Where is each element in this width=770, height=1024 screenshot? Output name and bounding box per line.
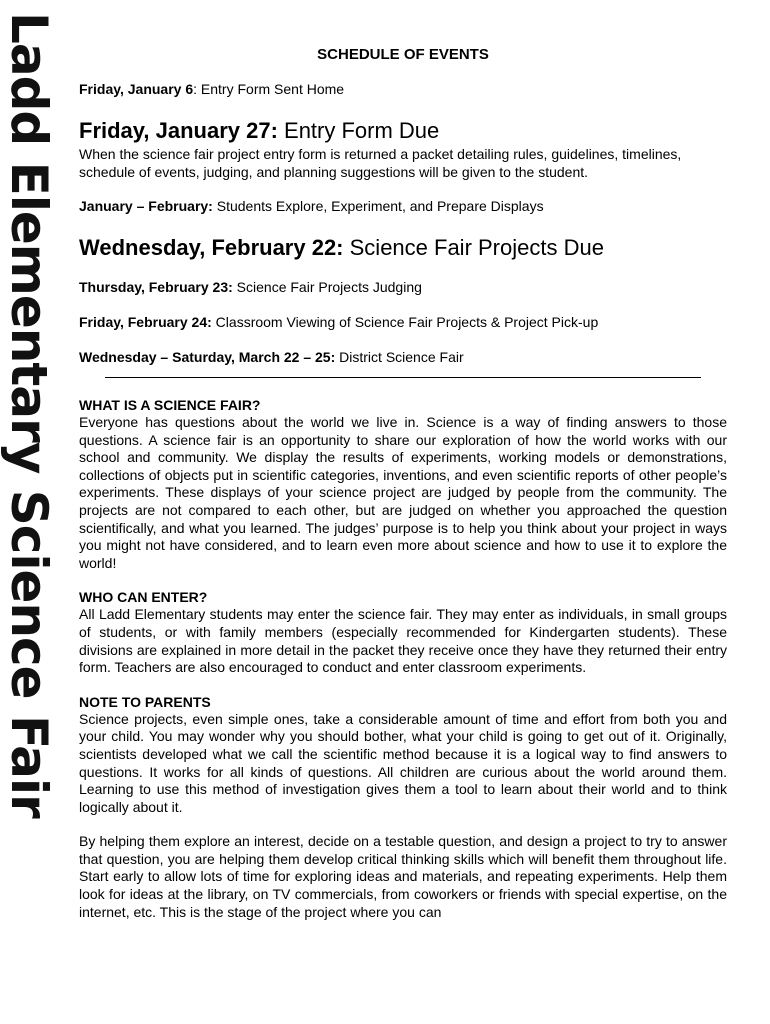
event-date: Friday, January 27: [79, 118, 278, 143]
section-body: All Ladd Elementary students may enter the science fair. They may enter as individuals, in small groups of students, or with family members (especially recommended for Kindergarten students). These divisions are explained in more detail in the packet they receive once they have they returned their entry form. Teachers are also encouraged to conduct and enter classroom experiments. [79, 606, 727, 676]
event-text: Entry Form Sent Home [197, 81, 345, 97]
event-date: Wednesday, February 22: [79, 235, 344, 260]
event-description: When the science fair project entry form is returned a packet detailing rules, guidelines, timelines, schedule of events, judging, and planning suggestions will be given to the student. [79, 146, 682, 180]
event-date: Friday, February 24: [79, 314, 212, 330]
event-date: January – February: [79, 198, 213, 214]
event-text: Entry Form Due [277, 118, 440, 143]
event-text: Students Explore, Experiment, and Prepare Displays [212, 198, 544, 214]
section-heading: WHAT IS A SCIENCE FAIR? [79, 397, 261, 413]
event-date: Thursday, February 23: [79, 279, 233, 295]
event-text: District Science Fair [335, 349, 464, 365]
section-body: Everyone has questions about the world we live in. Science is a way of finding answers to those questions. A science fair is an opportunity to share our exploration of how the world works with our school and community. We display the results of experiments, working models or demonstrations, collections of objects put in scientific categories, inventions, and even scientific reports of other people’s experiments. These displays of your science project are judged by people from the community. The projects are not compared to each other, but are judged on whether you approached the question scientifically, and what you learned. The judges’ purpose is to help you think about your project in ways you might not have considered, and to learn even more about science and how to use it to explore the world! [79, 414, 727, 571]
event-item [79, 198, 727, 215]
section-body-continued: By helping them explore an interest, decide on a testable question, and design a project to try to answer that question, you are helping them develop critical thinking skills which will benefit them throughout life. Start early to allow lots of time for exploring ideas and materials, and repeating experiments. Help them look for ideas at the library, on TV commercials, from coworkers or friends with special expertise, on the internet, etc. This is the stage of the project where you can [79, 833, 727, 920]
event-item-major [79, 235, 727, 261]
event-item [79, 314, 727, 331]
page-title: SCHEDULE OF EVENTS [317, 46, 489, 63]
side-banner [0, 0, 70, 1024]
document-body [79, 46, 727, 921]
event-date: Wednesday – Saturday, March 22 – 25: [79, 349, 336, 365]
event-item [79, 349, 727, 366]
event-item-major [79, 118, 727, 144]
section-heading: WHO CAN ENTER? [79, 589, 208, 606]
event-date-separator: : [193, 81, 198, 97]
event-text: Science Fair Projects Due [343, 235, 604, 260]
event-text: Classroom Viewing of Science Fair Projects & Project Pick-up [211, 314, 599, 330]
event-text: Science Fair Projects Judging [232, 279, 422, 295]
section-body: Science projects, even simple ones, take a considerable amount of time and effort from both you and your child. You may wonder why you should bother, what your child is going to get out of it. Originally, scientists developed what we call the scientific method because it is a logical way to find answers to questions. It works for all kinds of questions. All children are curious about the world around them. Learning to use this method of investigation gives them a tool to learn about their world and to think logically about it. [79, 710, 727, 815]
event-item [79, 81, 727, 98]
event-item [79, 279, 727, 296]
event-date: Friday, January 6 [79, 81, 194, 97]
side-banner-text: Ladd Elementary Science Fair [0, 12, 58, 818]
section-heading: NOTE TO PARENTS [79, 693, 211, 710]
